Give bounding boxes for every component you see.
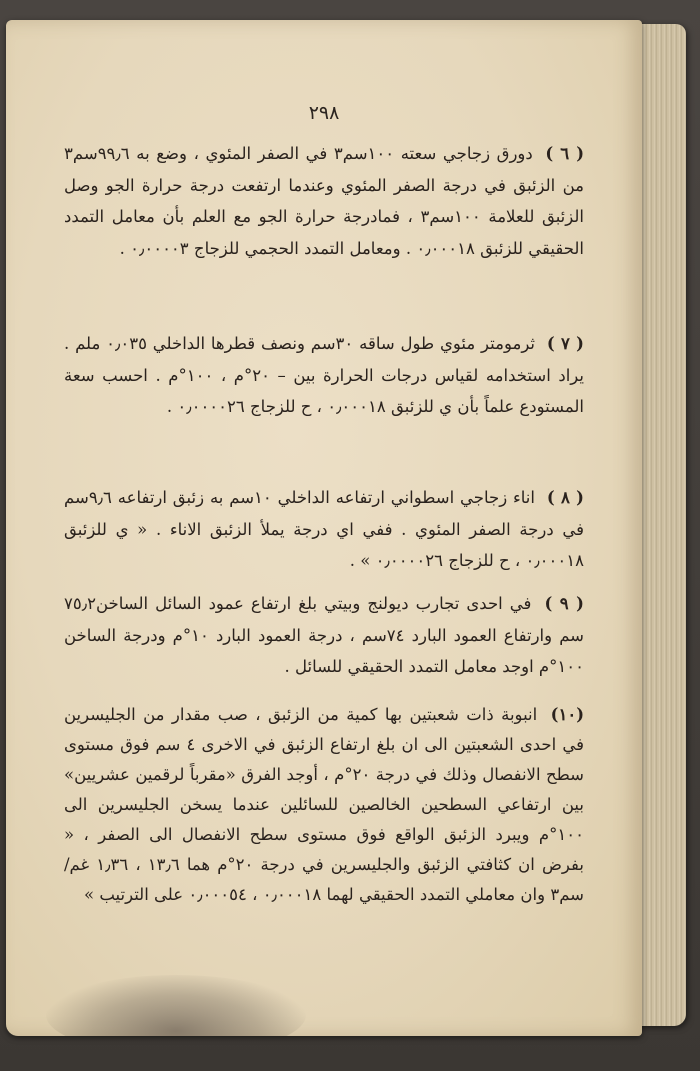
problem-text: ثرمومتر مئوي طول ساقه ٣٠سم ونصف قطرها الداخلي ٠٫٠٣٥ ملم . يراد استخدامه لقياس درجات الحرارة بين – ٢٠°م ، ١٠٠°م . احسب سعة المستودع علماً بأن ي للزئبق ٠٫٠٠٠١٨ ، ح للزجاج ٠٫٠٠٠٠٢٦ . — [64, 334, 584, 416]
problem-10 — [64, 700, 584, 910]
page-stain — [46, 975, 306, 1036]
problem-6 — [64, 138, 584, 264]
problem-number: ( ٦ ) — [545, 144, 585, 163]
problem-number: ( ٩ ) — [544, 594, 584, 613]
problem-number: (١٠) — [550, 705, 584, 724]
problem-9 — [64, 588, 584, 683]
problem-number: ( ٨ ) — [546, 488, 584, 507]
book-page — [6, 20, 642, 1036]
problem-number: ( ٧ ) — [546, 334, 584, 353]
problem-8 — [64, 482, 584, 577]
problem-text: انبوبة ذات شعبتين بها كمية من الزئبق ، صب مقدار من الجليسرين في احدى الشعبتين الى ان بلغ ارتفاع الزئبق في الاخرى ٤ سم فوق مستوى سطح الانفصال وذلك في درجة ٢٠°م ، أوجد الفرق «مقرباً لرقمين عشريين» بين ارتفاعي السطحين الخالصين للسائلين عندما يسخن الجليسرين الى ١٠٠°م ويبرد الزئبق الواقع فوق مستوى سطح الانفصال الى الصفر ، « بفرض ان كثافتي الزئبق والجليسرين في درجة ٢٠°م هما ١٣٫٦ ، ١٫٣٦ غم/سم٣ وان معاملي التمدد الحقيقي لهما ٠٫٠٠٠١٨ ، ٠٫٠٠٠٥٤ على الترتيب » — [64, 705, 584, 904]
problem-text: اناء زجاجي اسطواني ارتفاعه الداخلي ١٠سم به زئبق ارتفاعه ٩٫٦سم في درجة الصفر المئوي . ففي اي درجة يملأ الزئبق الاناء . « ي للزئبق ٠٫٠٠٠١٨ ، ح للزجاج ٠٫٠٠٠٠٢٦ » . — [64, 488, 584, 570]
problem-text: في احدى تجارب ديولنج وبيتي بلغ ارتفاع عمود السائل الساخن٧٥٫٢ سم وارتفاع العمود البارد ٧٤سم ، درجة العمود البارد ١٠°م ودرجة الساخن ١٠٠°م اوجد معامل التمدد الحقيقي للسائل . — [64, 594, 584, 676]
page-number: ٢٩٨ — [308, 102, 340, 124]
problem-7 — [64, 328, 584, 423]
problem-text: دورق زجاجي سعته ١٠٠سم٣ في الصفر المئوي ، وضع به ٩٩٫٦سم٣ من الزئبق في درجة الصفر المئوي وعندما ارتفعت درجة حرارة الجو وصل الزئبق للعلامة ١٠٠سم٣ ، فمادرجة حرارة الجو مع العلم بأن معامل التمدد الحقيقي للزئبق ٠٫٠٠٠١٨ . ومعامل التمدد الحجمي للزجاج ٠٫٠٠٠٠٣ . — [64, 144, 584, 258]
